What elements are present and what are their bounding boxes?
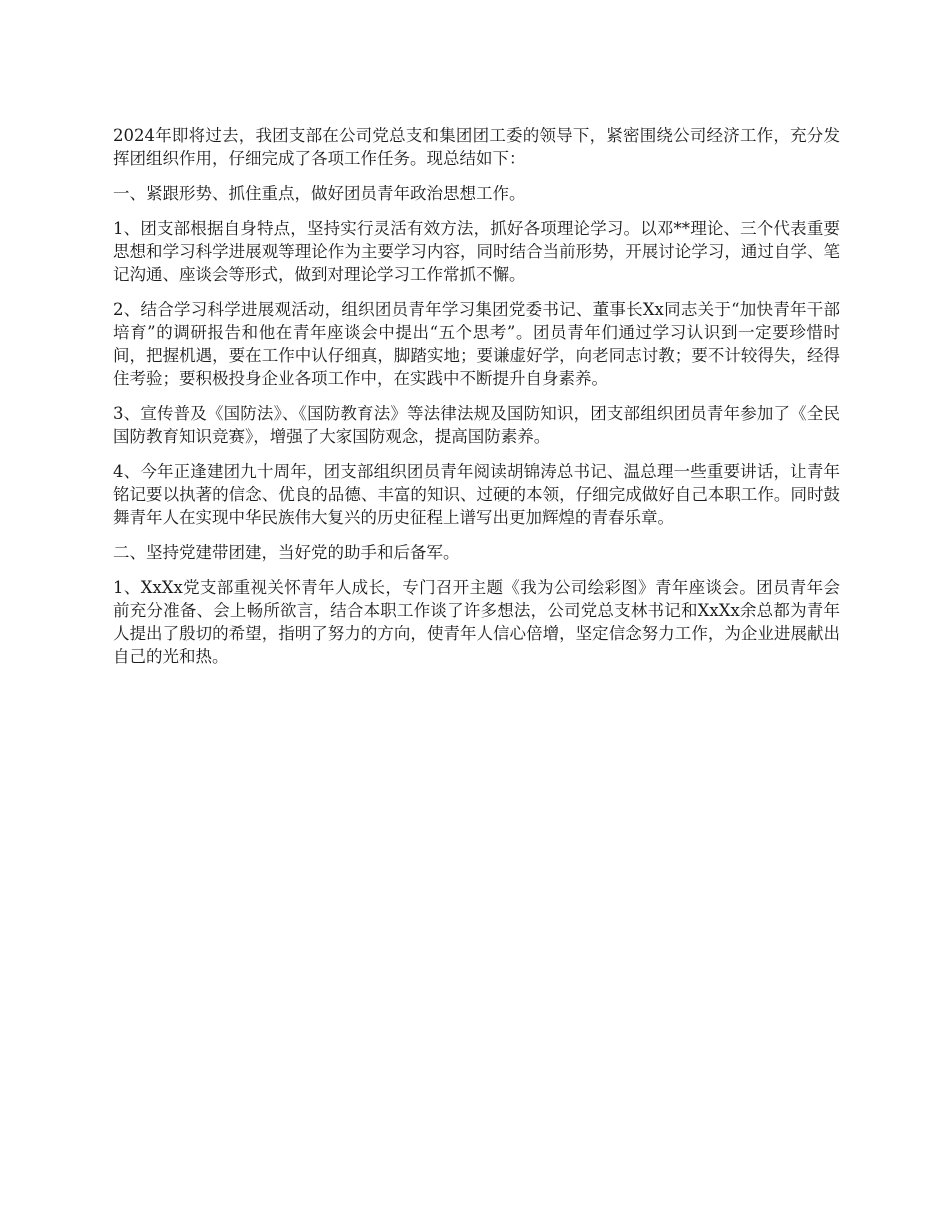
paragraph-1-1: 1、团支部根据自身特点，坚持实行灵活有效方法，抓好各项理论学习。以邓**理论、三个代表重要思想和学习科学进展观等理论作为主要学习内容，同时结合当前形势，开展讨论学习，通过自学、笔记沟通、座谈会等形式，做到对理论学习工作常抓不懈。 (113, 219, 840, 284)
paragraph-1-4: 4、今年正逢建团九十周年，团支部组织团员青年阅读胡锦涛总书记、温总理一些重要讲话，让青年铭记要以执著的信念、优良的品德、丰富的知识、过硬的本领，仔细完成做好自己本职工作。同时鼓舞青年人在实现中华民族伟大复兴的历史征程上谱写出更加辉煌的青春乐章。 (113, 462, 840, 527)
intro-paragraph: 2024年即将过去，我团支部在公司党总支和集团团工委的领导下，紧密围绕公司经济工作，充分发挥团组织作用，仔细完成了各项工作任务。现总结如下： (113, 126, 840, 168)
section-heading-1: 一、紧跟形势、抓住重点，做好团员青年政治思想工作。 (113, 184, 526, 203)
document-body (113, 124, 840, 680)
section-heading-2: 二、坚持党建带团建，当好党的助手和后备军。 (113, 543, 460, 562)
paragraph-1-3: 3、宣传普及《国防法》、《国防教育法》等法律法规及国防知识，团支部组织团员青年参加了《全民国防教育知识竞赛》，增强了大家国防观念，提高国防素养。 (113, 404, 840, 446)
paragraph-2-1: 1、XxXx党支部重视关怀青年人成长，专门召开主题《我为公司绘彩图》青年座谈会。团员青年会前充分准备、会上畅所欲言，结合本职工作谈了许多想法，公司党总支林书记和XxXx余总都为青年人提出了殷切的希望，指明了努力的方向，使青年人信心倍增，坚定信念努力工作，为企业进展献出自己的光和热。 (113, 578, 840, 666)
paragraph-1-2: 2、结合学习科学进展观活动，组织团员青年学习集团党委书记、董事长Xx同志关于“加快青年干部培育”的调研报告和他在青年座谈会中提出“五个思考”。团员青年们通过学习认识到一定要珍惜时间，把握机遇，要在工作中认仔细真，脚踏实地；要谦虚好学，向老同志讨教；要不计较得失，经得住考验；要积极投身企业各项工作中，在实践中不断提升自身素养。 (113, 300, 840, 388)
